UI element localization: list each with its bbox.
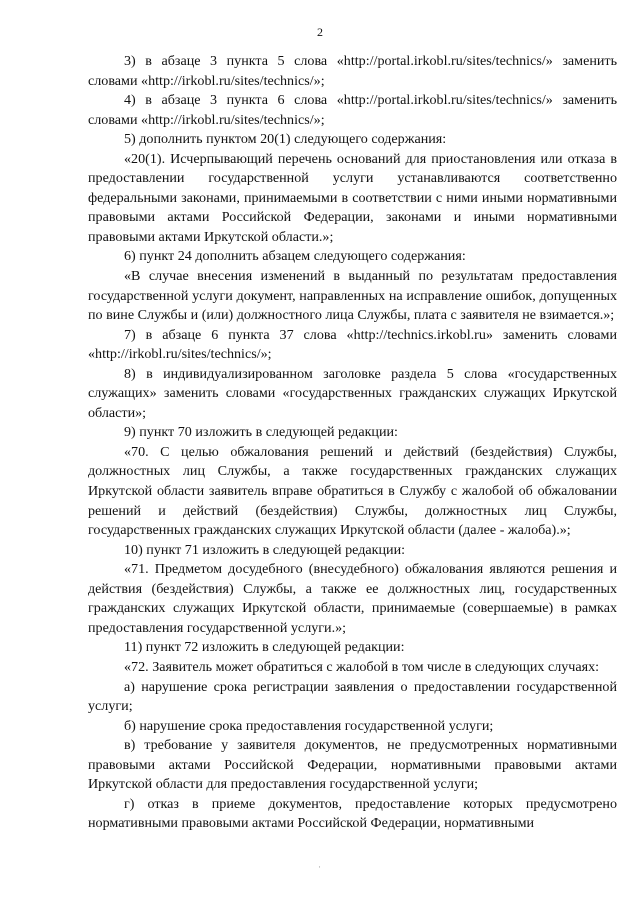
paragraph-item-5: 5) дополнить пунктом 20(1) следующего содержания: (124, 131, 447, 148)
paragraph-item-11: 11) пункт 72 изложить в следующей редакции: (124, 639, 405, 656)
paragraph-quote-71: «71. Предметом досудебного (внесудебного) обжалования являются решения и действия (бездействия) Службы, а также ее должностных лиц, государственных гражданских служащих Иркутской области, принимаемые (совершаемые) в рамках предоставления государственной услуги.»; (88, 561, 617, 636)
paragraph-item-6: 6) пункт 24 дополнить абзацем следующего содержания: (124, 248, 466, 265)
paragraph-item-7: 7) в абзаце 6 пункта 37 слова «http://technics.irkobl.ru» заменить словами «http://irkobl.ru/sites/technics/»; (88, 326, 617, 363)
document-body (88, 52, 617, 834)
paragraph-item-3: 3) в абзаце 3 пункта 5 слова «http://portal.irkobl.ru/sites/technics/» заменить словами «http://irkobl.ru/sites/technics/»; (88, 53, 617, 89)
paragraph-quote-70: «70. С целью обжалования решений и действий (бездействия) Службы, должностных лиц Службы, а также государственных гражданских служащих Иркутской области заявитель вправе обратиться в Службу с жалобой об обжаловании решений и действий (бездействия) Службы, должностных лиц Службы, государственных гражданских служащих Иркутской области (далее - жалоба).»; (88, 443, 617, 539)
paragraph-item-9: 9) пункт 70 изложить в следующей редакции: (124, 424, 398, 441)
paragraph-item-10: 10) пункт 71 изложить в следующей редакции: (124, 541, 406, 558)
page-number: 2 (317, 25, 323, 39)
paragraph-quote-item-24: «В случае внесения изменений в выданный по результатам предоставления государственной услуги документ, направленных на исправление ошибок, допущенных по вине Службы и (или) должностного лица Службы, плата с заявителя не взимается.»; (88, 268, 617, 324)
paragraph-subitem-a: а) нарушение срока регистрации заявления о предоставлении государственной услуги; (88, 678, 617, 715)
paragraph-subitem-g: г) отказ в приеме документов, предоставление которых предусмотрено нормативными правовыми актами Российской Федерации, нормативными (88, 795, 617, 832)
paragraph-subitem-v: в) требование у заявителя документов, не предусмотренных нормативными правовыми актами Российской Федерации, нормативными правовыми актами Иркутской области для предоставления государственной услуги; (88, 737, 617, 793)
paragraph-subitem-b: б) нарушение срока предоставления государственной услуги; (124, 717, 494, 734)
paragraph-item-8: 8) в индивидуализированном заголовке раздела 5 слова «государственных служащих» заменить словами «государственных гражданских служащих Иркутской области»; (88, 365, 617, 421)
scan-artifact: · (318, 862, 321, 872)
paragraph-item-4: 4) в абзаце 3 пункта 6 слова «http://portal.irkobl.ru/sites/technics/» заменить словами «http://irkobl.ru/sites/technics/»; (88, 92, 617, 128)
paragraph-quote-72: «72. Заявитель может обратиться с жалобой в том числе в следующих случаях: (124, 658, 600, 675)
paragraph-quote-20-1: «20(1). Исчерпывающий перечень оснований для приостановления или отказа в предоставлении государственной услуги устанавливаются соответственно федеральными законами, принимаемыми в соответствии с ними иными нормативными правовыми актами Российской Федерации, законами и иными нормативными правовыми актами Иркутской области.»; (88, 150, 617, 245)
